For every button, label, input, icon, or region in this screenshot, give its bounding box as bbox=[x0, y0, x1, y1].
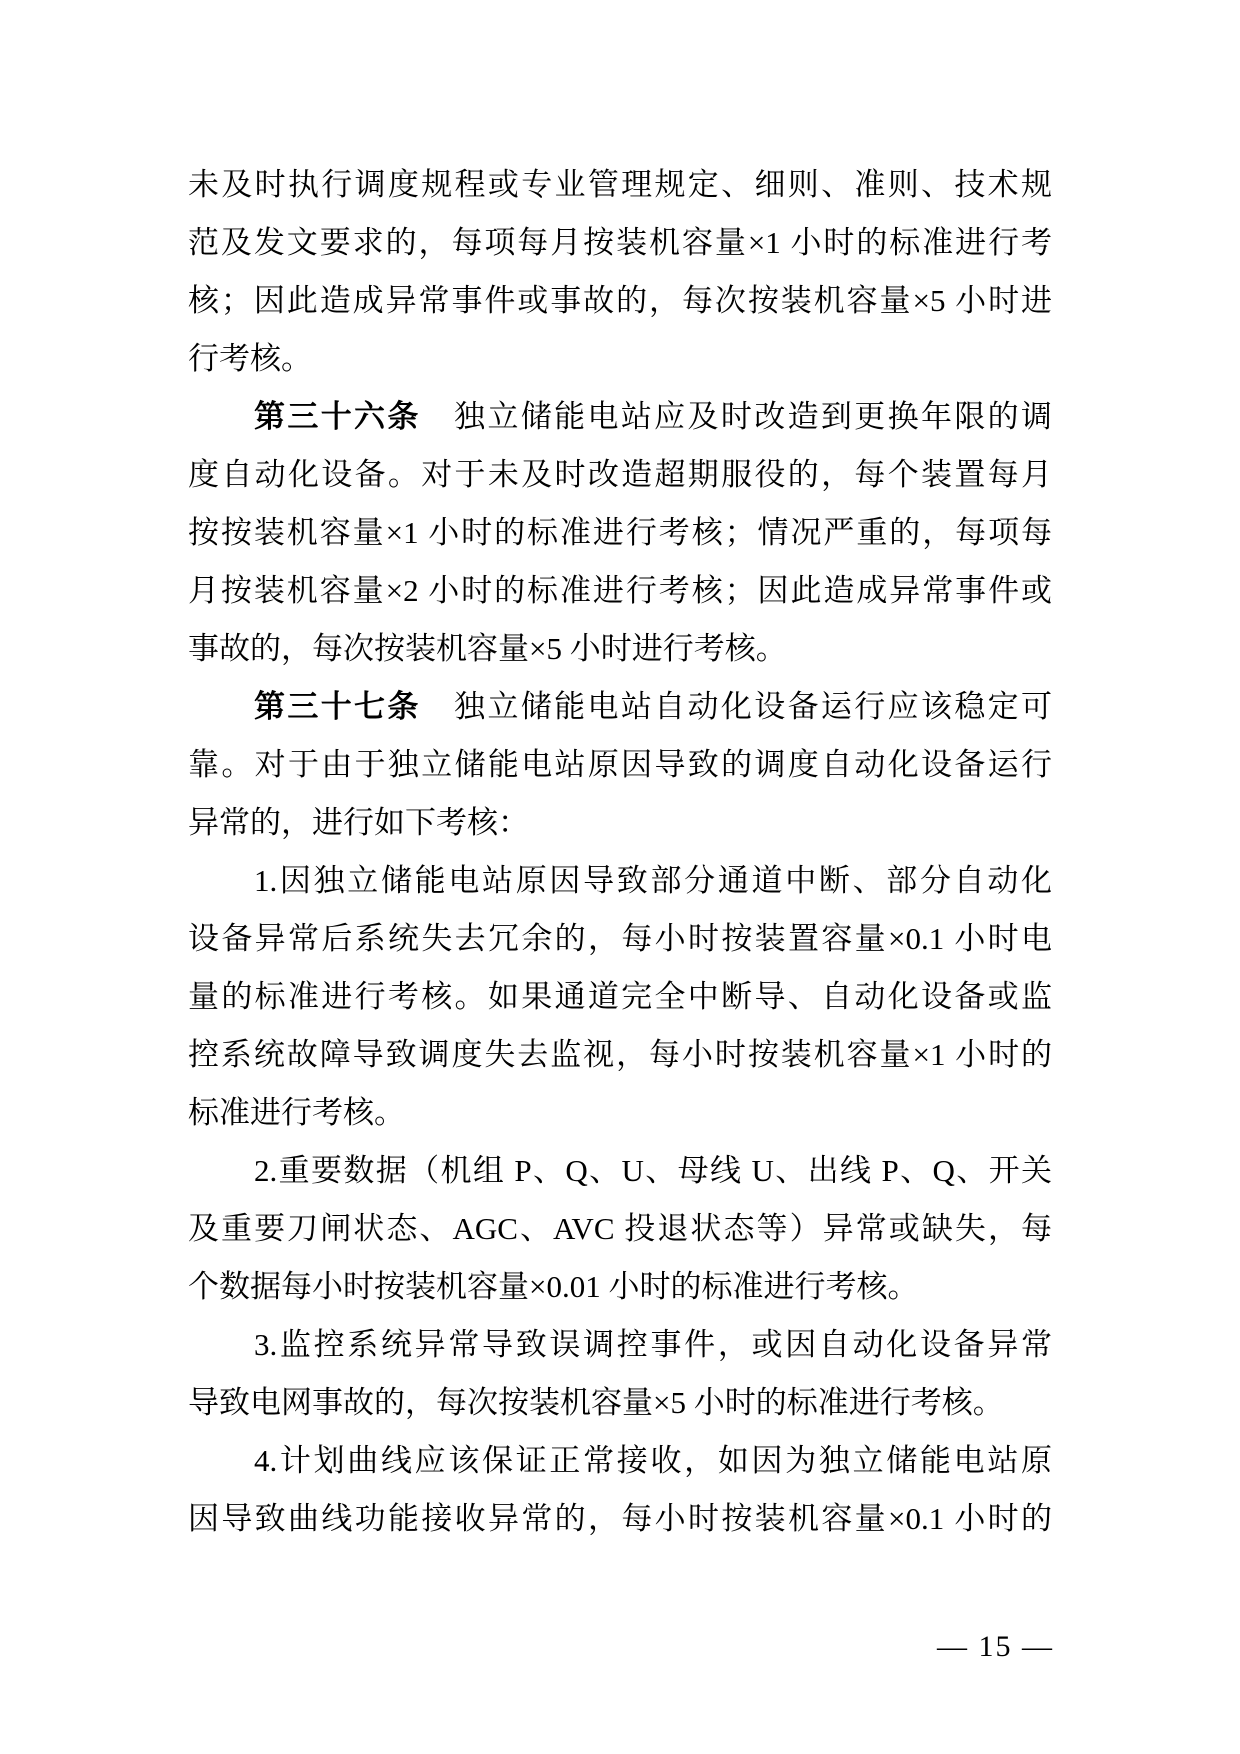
line-text: 度自动化设备。对于未及时改造超期服役的，每个装置每月 bbox=[188, 457, 1052, 492]
page-number: — 15 — bbox=[937, 1630, 1054, 1663]
text-line bbox=[188, 620, 1052, 678]
text-line bbox=[188, 156, 1052, 214]
line-text: 独立储能电站自动化设备运行应该稳定可 bbox=[420, 689, 1052, 724]
line-text: 量的标准进行考核。如果通道完全中断导、自动化设备或监 bbox=[188, 979, 1052, 1014]
line-text: 事故的，每次按装机容量×5 小时进行考核。 bbox=[188, 631, 787, 666]
line-text: 标准进行考核。 bbox=[188, 1095, 405, 1130]
text-line bbox=[188, 794, 1052, 852]
text-line bbox=[188, 330, 1052, 388]
line-text: 按按装机容量×1 小时的标准进行考核；情况严重的，每项每 bbox=[188, 515, 1052, 550]
line-text: 4.计划曲线应该保证正常接收，如因为独立储能电站原 bbox=[254, 1443, 1052, 1478]
line-text: 个数据每小时按装机容量×0.01 小时的标准进行考核。 bbox=[188, 1269, 919, 1304]
text-line bbox=[188, 678, 1052, 736]
line-text: 控系统故障导致调度失去监视，每小时按装机容量×1 小时的 bbox=[188, 1037, 1052, 1072]
text-line bbox=[188, 1432, 1052, 1490]
line-text: 异常的，进行如下考核： bbox=[188, 805, 529, 840]
line-text: 设备异常后系统失去冗余的，每小时按装置容量×0.1 小时电 bbox=[188, 921, 1052, 956]
body-text bbox=[188, 156, 1052, 1548]
line-text: 行考核。 bbox=[188, 341, 312, 376]
text-line bbox=[188, 504, 1052, 562]
text-line bbox=[188, 562, 1052, 620]
text-line bbox=[188, 272, 1052, 330]
text-line bbox=[188, 446, 1052, 504]
line-text: 独立储能电站应及时改造到更换年限的调 bbox=[420, 399, 1052, 434]
article-number: 第三十六条 bbox=[254, 399, 421, 434]
text-line bbox=[188, 1258, 1052, 1316]
line-text: 及重要刀闸状态、AGC、AVC 投退状态等）异常或缺失，每 bbox=[188, 1211, 1052, 1246]
text-line bbox=[188, 910, 1052, 968]
text-line bbox=[188, 1490, 1052, 1548]
line-text: 靠。对于由于独立储能电站原因导致的调度自动化设备运行 bbox=[188, 747, 1052, 782]
text-line bbox=[188, 1316, 1052, 1374]
line-text: 范及发文要求的，每项每月按装机容量×1 小时的标准进行考 bbox=[188, 225, 1052, 260]
line-text: 3.监控系统异常导致误调控事件，或因自动化设备异常 bbox=[254, 1327, 1052, 1362]
line-text: 未及时执行调度规程或专业管理规定、细则、准则、技术规 bbox=[188, 167, 1052, 202]
text-line bbox=[188, 1142, 1052, 1200]
text-line bbox=[188, 214, 1052, 272]
article-number: 第三十七条 bbox=[254, 689, 421, 724]
text-line bbox=[188, 388, 1052, 446]
line-text: 2.重要数据（机组 P、Q、U、母线 U、出线 P、Q、开关 bbox=[254, 1153, 1052, 1188]
line-text: 导致电网事故的，每次按装机容量×5 小时的标准进行考核。 bbox=[188, 1385, 1004, 1420]
line-text: 核；因此造成异常事件或事故的，每次按装机容量×5 小时进 bbox=[188, 283, 1052, 318]
line-text: 月按装机容量×2 小时的标准进行考核；因此造成异常事件或 bbox=[188, 573, 1052, 608]
text-line bbox=[188, 852, 1052, 910]
text-line bbox=[188, 736, 1052, 794]
text-line bbox=[188, 968, 1052, 1026]
text-line bbox=[188, 1084, 1052, 1142]
text-line bbox=[188, 1374, 1052, 1432]
text-line bbox=[188, 1026, 1052, 1084]
line-text: 因导致曲线功能接收异常的，每小时按装机容量×0.1 小时的 bbox=[188, 1501, 1052, 1536]
text-line bbox=[188, 1200, 1052, 1258]
line-text: 1.因独立储能电站原因导致部分通道中断、部分自动化 bbox=[254, 863, 1052, 898]
